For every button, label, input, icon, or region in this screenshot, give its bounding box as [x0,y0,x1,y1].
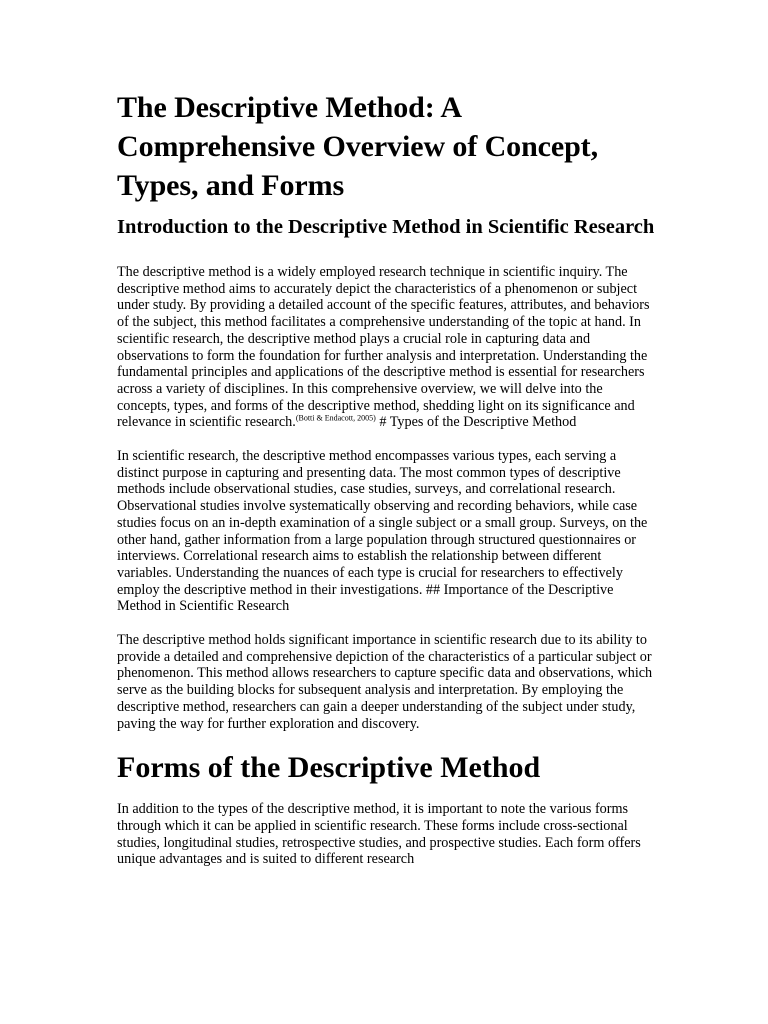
intro-paragraph-text: The descriptive method is a widely employed research technique in scientific inquiry. The descriptive method aims to accurately depict the characteristics of a phenomenon or subject under study. By providing a detailed account of the specific features, attributes, and behaviors of the subject, this method facilitates a comprehensive understanding of the topic at hand. In scientific research, the descriptive method plays a crucial role in capturing data and observations to form the foundation for further analysis and interpretation. Understanding the fundamental principles and applications of the descriptive method is essential for researchers across a variety of disciplines. In this comprehensive overview, we will delve into the concepts, types, and forms of the descriptive method, shedding light on its significance and relevance in scientific research. [117,264,650,431]
document-page [117,88,655,885]
forms-paragraph: In addition to the types of the descriptive method, it is important to note the various forms through which it can be applied in scientific research. These forms include cross-sectional studies, longitudinal studies, retrospective studies, and prospective studies. Each form offers unique advantages and is suited to different research [117,801,641,868]
types-paragraph: In scientific research, the descriptive method encompasses various types, each serving a distinct purpose in capturing and presenting data. The most common types of descriptive methods include observational studies, case studies, surveys, and correlational research. Observational studies involve systematically observing and recording behaviors, while case studies focus on an in-depth examination of a single subject or a small group. Surveys, on the other hand, gather information from a large population through structured questionnaires or interviews. Correlational research aims to establish the relationship between different variables. Understanding the nuances of each type is crucial for researchers to effectively employ the descriptive method in their investigations. ## Importance of the Descriptive Method in Scientific Research [117,448,648,615]
intro-heading: Introduction to the Descriptive Method in Scientific Research [117,216,655,238]
forms-heading: Forms of the Descriptive Method [117,751,541,785]
document-title: The Descriptive Method: A Comprehensive Overview of Concept, Types, and Forms [117,91,598,202]
intro-paragraph-tail: # Types of the Descriptive Method [375,414,577,431]
intro-paragraph [117,264,655,431]
importance-paragraph: The descriptive method holds significant importance in scientific research due to its ability to provide a detailed and comprehensive depiction of the characteristics of a particular subject or phenomenon. This method allows researchers to capture specific data and observations, which serve as the building blocks for subsequent analysis and interpretation. By employing the descriptive method, researchers can gain a deeper understanding of the subject under study, paving the way for further exploration and discovery. [117,632,653,732]
citation: (Botti & Endacott, 2005) [295,413,376,423]
